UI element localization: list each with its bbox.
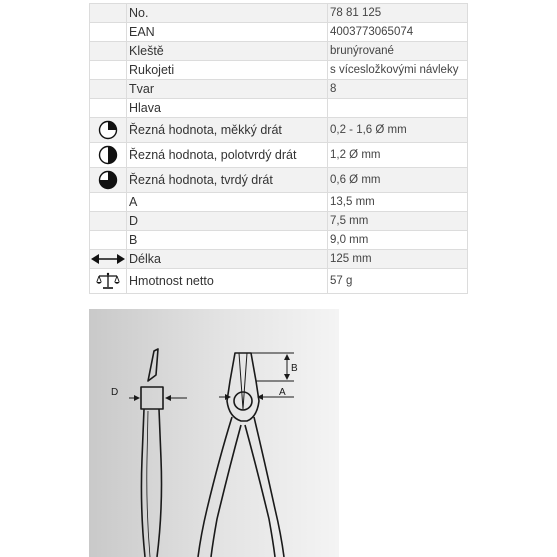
spec-label: D xyxy=(127,212,328,231)
spec-row-d xyxy=(90,212,468,231)
spec-icon-cell xyxy=(90,168,127,193)
spec-value: s vícesložkovými návleky xyxy=(328,61,468,80)
spec-icon-cell xyxy=(90,42,127,61)
spec-value: 57 g xyxy=(328,269,468,294)
spec-label: Tvar xyxy=(127,80,328,99)
spec-row-number xyxy=(90,4,468,23)
spec-icon-cell xyxy=(90,61,127,80)
spec-value: brunýrované xyxy=(328,42,468,61)
spec-icon-cell xyxy=(90,269,127,294)
spec-label: Kleště xyxy=(127,42,328,61)
spec-label: EAN xyxy=(127,23,328,42)
spec-row-shape xyxy=(90,80,468,99)
spec-value: 4003773065074 xyxy=(328,23,468,42)
spec-value: 78 81 125 xyxy=(328,4,468,23)
dimension-label-b: B xyxy=(291,363,298,374)
spec-label: B xyxy=(127,231,328,250)
spec-icon-cell xyxy=(90,212,127,231)
spec-row-length xyxy=(90,250,468,269)
spec-row-hard-wire xyxy=(90,168,468,193)
spec-value xyxy=(328,99,468,118)
pliers-technical-drawing xyxy=(89,309,339,557)
spec-icon-cell xyxy=(90,99,127,118)
spec-value: 125 mm xyxy=(328,250,468,269)
spec-label: Délka xyxy=(127,250,328,269)
dimension-label-d: D xyxy=(111,387,119,398)
spec-label: Řezná hodnota, tvrdý drát xyxy=(127,168,328,193)
spec-icon-cell xyxy=(90,23,127,42)
spec-row-a xyxy=(90,193,468,212)
spec-row-ean xyxy=(90,23,468,42)
spec-icon-cell xyxy=(90,118,127,143)
spec-label: Řezná hodnota, měkký drát xyxy=(127,118,328,143)
spec-label: Hlava xyxy=(127,99,328,118)
spec-icon-cell xyxy=(90,80,127,99)
scale-icon xyxy=(96,272,120,290)
spec-row-b xyxy=(90,231,468,250)
spec-row-soft-wire xyxy=(90,118,468,143)
spec-label: Rukojeti xyxy=(127,61,328,80)
spec-label: A xyxy=(127,193,328,212)
spec-value: 13,5 mm xyxy=(328,193,468,212)
medium-wire-icon xyxy=(98,145,118,165)
spec-row-handles xyxy=(90,61,468,80)
spec-label: Hmotnost netto xyxy=(127,269,328,294)
spec-icon-cell xyxy=(90,231,127,250)
length-arrow-icon xyxy=(91,253,125,265)
spec-row-head xyxy=(90,99,468,118)
hard-wire-icon xyxy=(98,170,118,190)
spec-label: No. xyxy=(127,4,328,23)
spec-value: 0,6 Ø mm xyxy=(328,168,468,193)
soft-wire-icon xyxy=(98,120,118,140)
drawing-background xyxy=(89,309,339,557)
dimension-label-a: A xyxy=(279,387,286,398)
spec-value: 0,2 - 1,6 Ø mm xyxy=(328,118,468,143)
spec-value: 1,2 Ø mm xyxy=(328,143,468,168)
spec-icon-cell xyxy=(90,250,127,269)
spec-label: Řezná hodnota, polotvrdý drát xyxy=(127,143,328,168)
spec-value: 9,0 mm xyxy=(328,231,468,250)
spec-value: 8 xyxy=(328,80,468,99)
spec-icon-cell xyxy=(90,143,127,168)
spec-icon-cell xyxy=(90,4,127,23)
spec-row-weight xyxy=(90,269,468,294)
spec-icon-cell xyxy=(90,193,127,212)
spec-row-medium-wire xyxy=(90,143,468,168)
spec-row-pliers xyxy=(90,42,468,61)
spec-table xyxy=(89,3,468,294)
spec-value: 7,5 mm xyxy=(328,212,468,231)
